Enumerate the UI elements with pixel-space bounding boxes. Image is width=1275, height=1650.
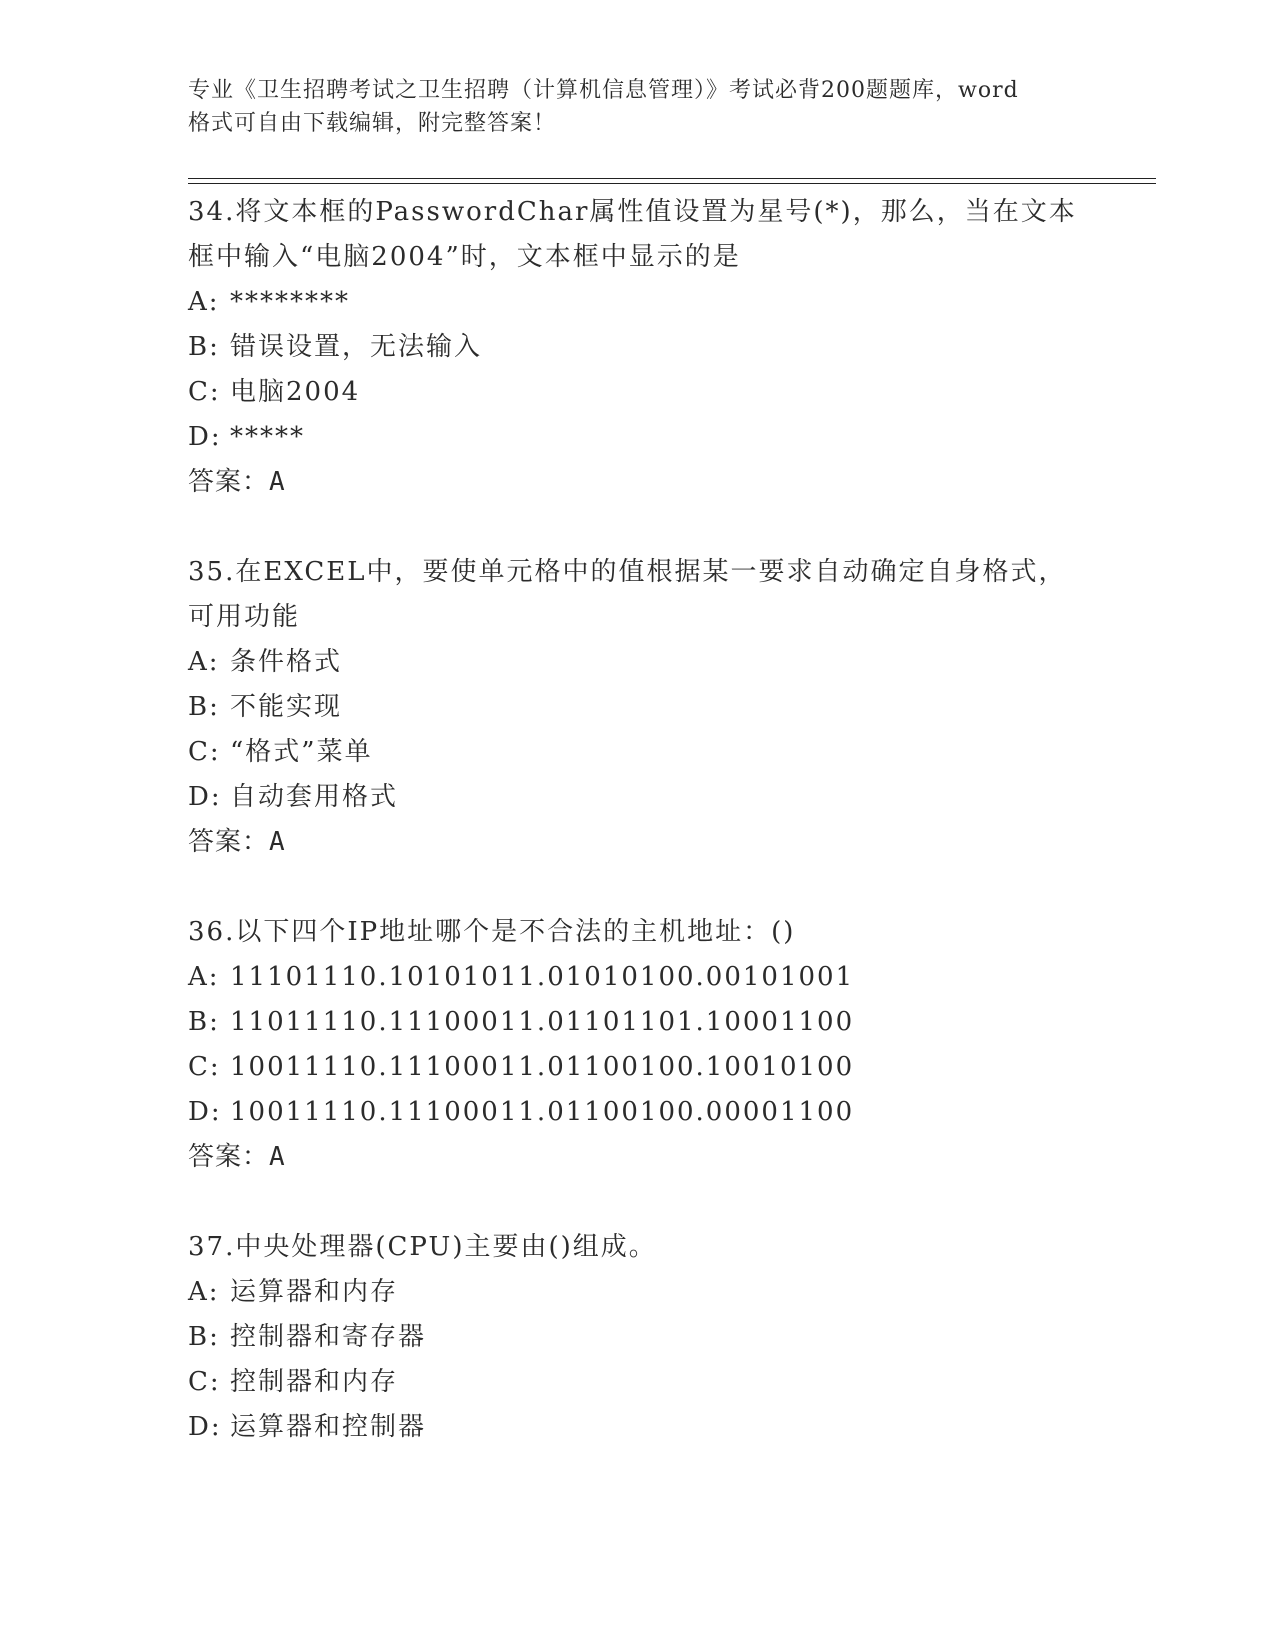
option-a xyxy=(188,280,1088,325)
option-text: 不能实现 xyxy=(230,692,343,722)
option-letter: B: xyxy=(188,692,220,722)
option-letter: D: xyxy=(188,1412,222,1442)
question-37 xyxy=(188,1225,1088,1450)
question-35 xyxy=(188,550,1088,865)
option-b xyxy=(188,325,1088,370)
header-line-1: 专业《卫生招聘考试之卫生招聘（计算机信息管理）》考试必背200题题库，word xyxy=(188,78,1019,103)
option-letter: C: xyxy=(188,377,221,407)
option-letter: D: xyxy=(188,422,222,452)
option-b xyxy=(188,1315,1088,1360)
option-c xyxy=(188,1045,1088,1090)
option-d xyxy=(188,1090,1088,1135)
option-c xyxy=(188,1360,1088,1405)
option-letter: A: xyxy=(188,1277,220,1307)
question-text: 37.中央处理器(CPU)主要由()组成。 xyxy=(188,1232,657,1262)
option-letter: D: xyxy=(188,1097,222,1127)
option-text: “格式”菜单 xyxy=(230,737,373,767)
header-divider-top xyxy=(188,178,1156,179)
option-text: 控制器和寄存器 xyxy=(230,1322,427,1352)
option-text: 11101110.10101011.01010100.00101001 xyxy=(230,962,855,992)
option-text: 控制器和内存 xyxy=(230,1367,399,1397)
option-text: 11011110.11100011.01101101.10001100 xyxy=(230,1007,855,1037)
option-letter: D: xyxy=(188,782,222,812)
option-letter: A: xyxy=(188,647,220,677)
option-text: 自动套用格式 xyxy=(230,782,399,812)
option-text: 10011110.11100011.01100100.10010100 xyxy=(230,1052,855,1082)
option-text: 电脑2004 xyxy=(230,377,361,407)
option-text: 错误设置，无法输入 xyxy=(230,332,483,362)
question-list xyxy=(188,190,1088,1450)
option-b xyxy=(188,685,1088,730)
option-text: ******** xyxy=(230,287,350,317)
option-d xyxy=(188,775,1088,820)
option-text: 10011110.11100011.01100100.00001100 xyxy=(230,1097,855,1127)
answer-label: 答案：A xyxy=(188,1142,286,1172)
option-a xyxy=(188,1270,1088,1315)
option-letter: B: xyxy=(188,1322,220,1352)
option-letter: A: xyxy=(188,962,220,992)
option-letter: A: xyxy=(188,287,220,317)
option-b xyxy=(188,1000,1088,1045)
option-letter: B: xyxy=(188,332,220,362)
answer-label: 答案：A xyxy=(188,467,286,497)
header-line-2: 格式可自由下载编辑，附完整答案！ xyxy=(188,111,557,136)
option-c xyxy=(188,370,1088,415)
option-a xyxy=(188,955,1088,1000)
question-text: 34.将文本框的PasswordChar属性值设置为星号(*)，那么，当在文本框中输入“电脑2004”时，文本框中显示的是 xyxy=(188,197,1077,272)
option-c xyxy=(188,730,1088,775)
option-letter: C: xyxy=(188,1052,221,1082)
option-letter: C: xyxy=(188,1367,221,1397)
document-header xyxy=(188,74,1088,140)
answer-label: 答案：A xyxy=(188,827,286,857)
option-text: 运算器和内存 xyxy=(230,1277,399,1307)
option-letter: C: xyxy=(188,737,221,767)
option-text: 运算器和控制器 xyxy=(230,1412,427,1442)
option-d xyxy=(188,415,1088,460)
option-a xyxy=(188,640,1088,685)
question-34 xyxy=(188,190,1088,505)
option-d xyxy=(188,1405,1088,1450)
option-text: ***** xyxy=(230,422,305,452)
option-letter: B: xyxy=(188,1007,220,1037)
header-divider-bottom xyxy=(188,183,1156,184)
option-text: 条件格式 xyxy=(230,647,343,677)
question-text: 35.在EXCEL中，要使单元格中的值根据某一要求自动确定自身格式，可用功能 xyxy=(188,557,1067,632)
question-text: 36.以下四个IP地址哪个是不合法的主机地址：() xyxy=(188,917,796,947)
question-36 xyxy=(188,910,1088,1180)
